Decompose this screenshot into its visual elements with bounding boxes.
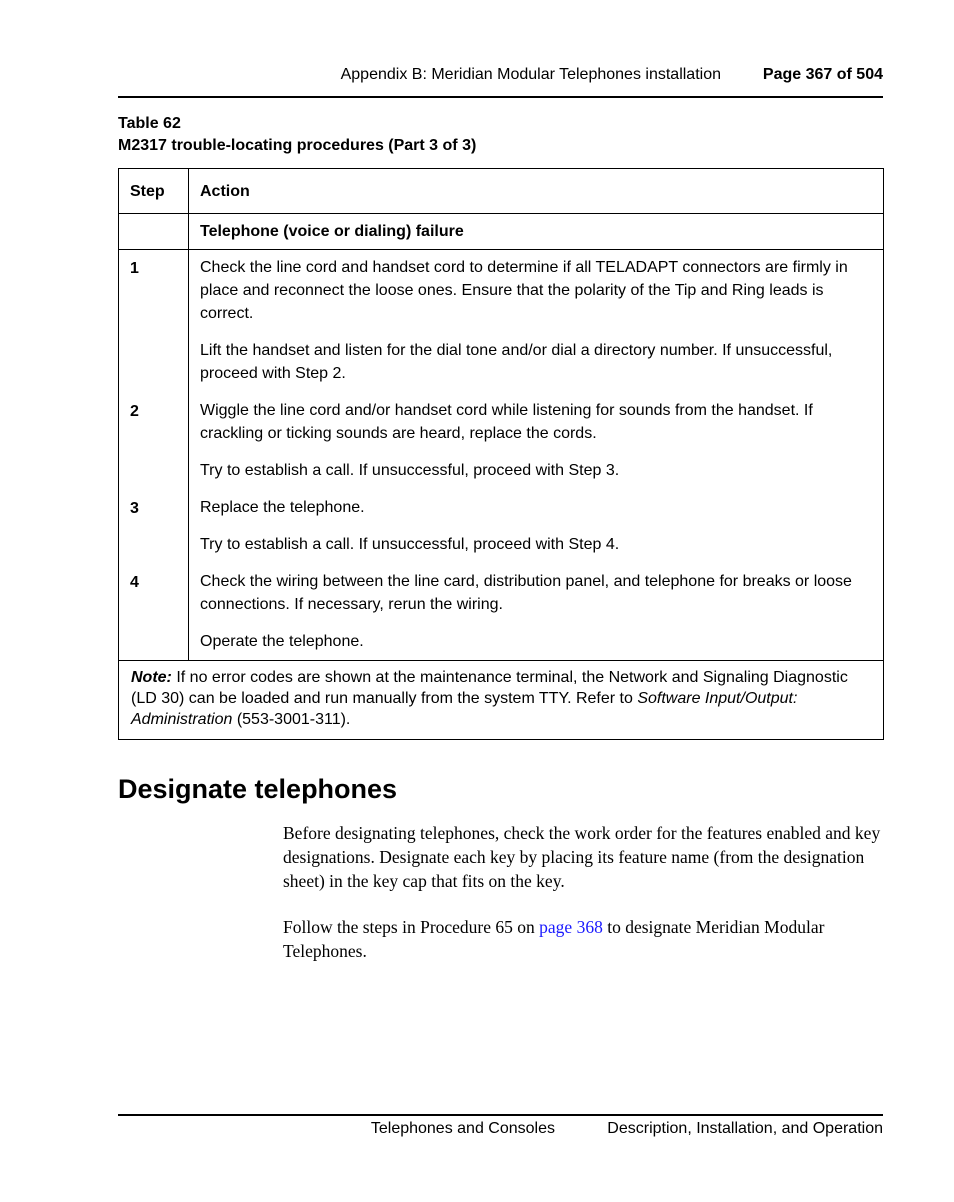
step-paragraph: Try to establish a call. If unsuccessful, proceed with Step 4.	[200, 536, 620, 553]
step-paragraph: Operate the telephone.	[200, 633, 364, 650]
step-number-column	[119, 250, 189, 661]
body-paragraph-1: Before designating telephones, check the work order for the features enabled and key designations. Designate each key by placing its feature name (from the designation sheet) in the key cap that fits on the key.	[283, 823, 881, 891]
step-paragraph: Check the wiring between the line card, distribution panel, and telephone for breaks or loose connections. If necessary, rerun the wiring.	[200, 573, 852, 613]
table-subheading: Telephone (voice or dialing) failure	[189, 214, 884, 250]
footer-book-title: Telephones and Consoles	[370, 1120, 555, 1137]
header-page-number: Page 367 of 504	[762, 66, 883, 83]
note-label: Note:	[131, 669, 172, 686]
paragraph-2-before: Follow the steps in Procedure 65 on	[283, 917, 540, 937]
table-title: M2317 trouble-locating procedures (Part 3 of 3)	[118, 137, 477, 154]
table-caption	[118, 113, 476, 157]
paragraph-2-after: to designate Meridian Modular Telephones.	[283, 917, 825, 961]
footer-book-subtitle: Description, Installation, and Operation	[607, 1120, 883, 1137]
procedures-table	[118, 168, 884, 740]
step-number: 1	[130, 259, 139, 277]
table-subheading-row	[119, 214, 884, 250]
step-number: 2	[130, 402, 139, 420]
body-paragraph-2	[283, 915, 888, 963]
page-368-link[interactable]: page 368	[539, 917, 603, 937]
column-header-action: Action	[189, 169, 884, 214]
steps-row	[119, 250, 884, 661]
note-text-after: (553-3001-311).	[232, 711, 351, 728]
table-header-row	[119, 169, 884, 214]
header-section-title: Appendix B: Meridian Modular Telephones installation	[340, 66, 721, 83]
step-number: 4	[130, 573, 139, 591]
step-paragraph: Check the line cord and handset cord to determine if all TELADAPT connectors are firmly in place and reconnect the loose ones. Ensure that the polarity of the Tip and Ring leads is correct.	[200, 259, 848, 322]
note-doc-title: Software Input/Output: Administration	[131, 690, 798, 728]
section-heading: Designate telephones	[118, 774, 398, 804]
table-note	[119, 661, 884, 740]
step-action-column	[189, 250, 884, 661]
step-list	[200, 250, 869, 660]
subheading-empty-cell	[119, 214, 189, 250]
step-paragraph: Try to establish a call. If unsuccessful, proceed with Step 3.	[200, 462, 620, 479]
step-paragraph: Replace the telephone.	[200, 499, 365, 516]
note-row	[119, 661, 884, 740]
column-header-step: Step	[119, 169, 189, 214]
page-header	[118, 64, 883, 98]
table-number: Table 62	[118, 115, 181, 132]
note-text-before: If no error codes are shown at the maintenance terminal, the Network and Signaling Diagnostic (LD 30) can be loaded and run manually from the system TTY. Refer to	[131, 669, 848, 707]
step-paragraph: Lift the handset and listen for the dial tone and/or dial a directory number. If unsuccessful, proceed with Step 2.	[200, 342, 833, 382]
step-paragraph: Wiggle the line cord and/or handset cord while listening for sounds from the handset. If crackling or ticking sounds are heard, replace the cords.	[200, 402, 813, 442]
page-footer	[118, 1114, 883, 1137]
step-number: 3	[130, 499, 139, 517]
